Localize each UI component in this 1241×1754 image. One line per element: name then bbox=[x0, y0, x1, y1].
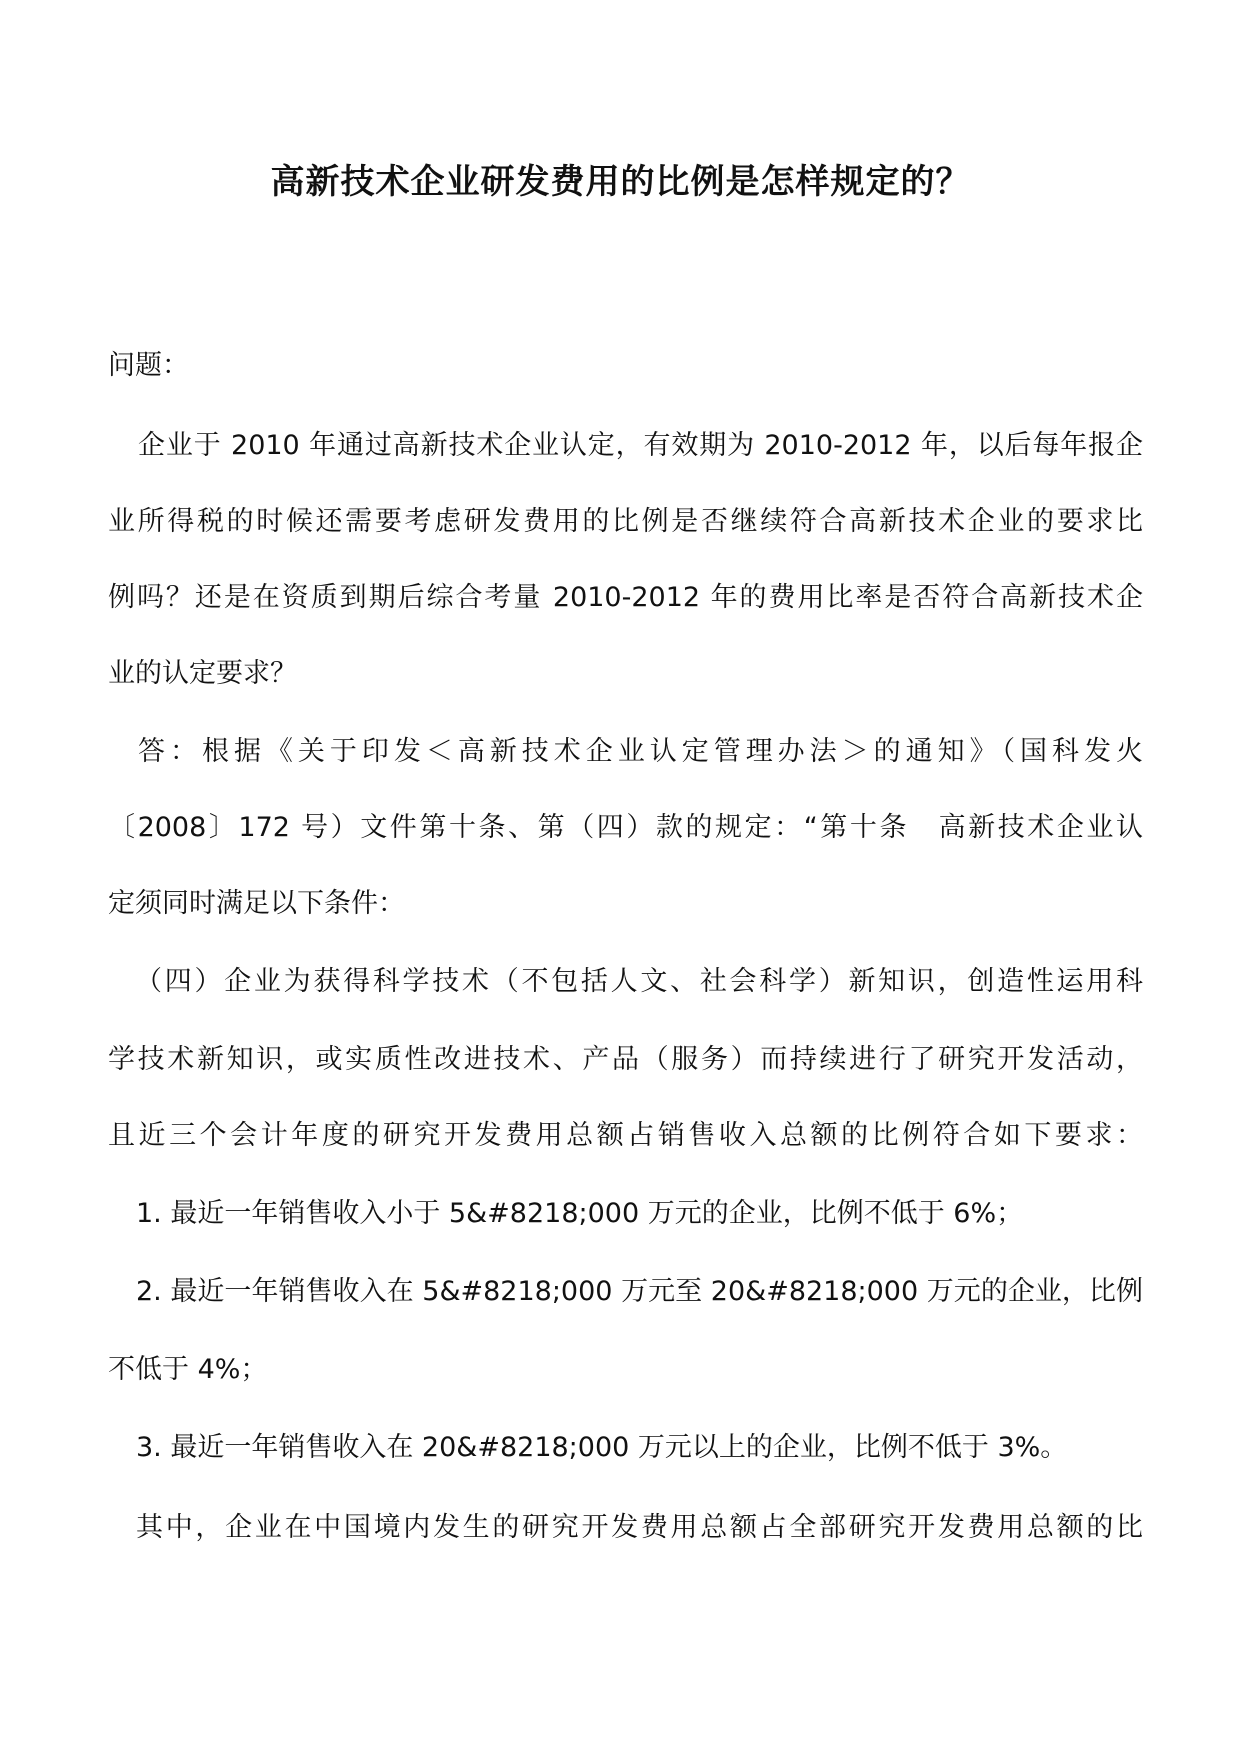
paragraph-line: 定须同时满足以下条件： bbox=[108, 888, 405, 919]
paragraph-line: 企业于 2010 年通过高新技术企业认定，有效期为 2010-2012 年，以后每年报企 bbox=[138, 430, 1143, 461]
paragraph-line: 答：根据《关于印发＜高新技术企业认定管理办法＞的通知》（国科发火 bbox=[138, 736, 1143, 767]
paragraph-line: 问题： bbox=[108, 350, 189, 381]
paragraph-line: 业的认定要求？ bbox=[108, 658, 297, 689]
paragraph-line: 其中，企业在中国境内发生的研究开发费用总额占全部研究开发费用总额的比 bbox=[136, 1512, 1143, 1543]
list-item-continuation: 不低于 4%； bbox=[108, 1354, 268, 1385]
list-item: 1. 最近一年销售收入小于 5&#8218;000 万元的企业，比例不低于 6%； bbox=[136, 1198, 1024, 1229]
list-item: 2. 最近一年销售收入在 5&#8218;000 万元至 20&#8218;000 万元的企业，比例 bbox=[136, 1276, 1143, 1307]
document-title: 高新技术企业研发费用的比例是怎样规定的？ bbox=[270, 162, 971, 202]
list-item: 3. 最近一年销售收入在 20&#8218;000 万元以上的企业，比例不低于 3%。 bbox=[136, 1432, 1068, 1463]
paragraph-line: 且近三个会计年度的研究开发费用总额占销售收入总额的比例符合如下要求： bbox=[108, 1120, 1143, 1151]
paragraph-line: 例吗？还是在资质到期后综合考量 2010-2012 年的费用比率是否符合高新技术企 bbox=[108, 582, 1143, 613]
paragraph-line: 〔2008〕172 号）文件第十条、第（四）款的规定：“第十条 高新技术企业认 bbox=[108, 812, 1143, 843]
paragraph-line: 业所得税的时候还需要考虑研发费用的比例是否继续符合高新技术企业的要求比 bbox=[108, 506, 1143, 537]
paragraph-line: （四）企业为获得科学技术（不包括人文、社会科学）新知识，创造性运用科 bbox=[135, 966, 1143, 997]
paragraph-line: 学技术新知识，或实质性改进技术、产品（服务）而持续进行了研究开发活动， bbox=[108, 1044, 1143, 1075]
